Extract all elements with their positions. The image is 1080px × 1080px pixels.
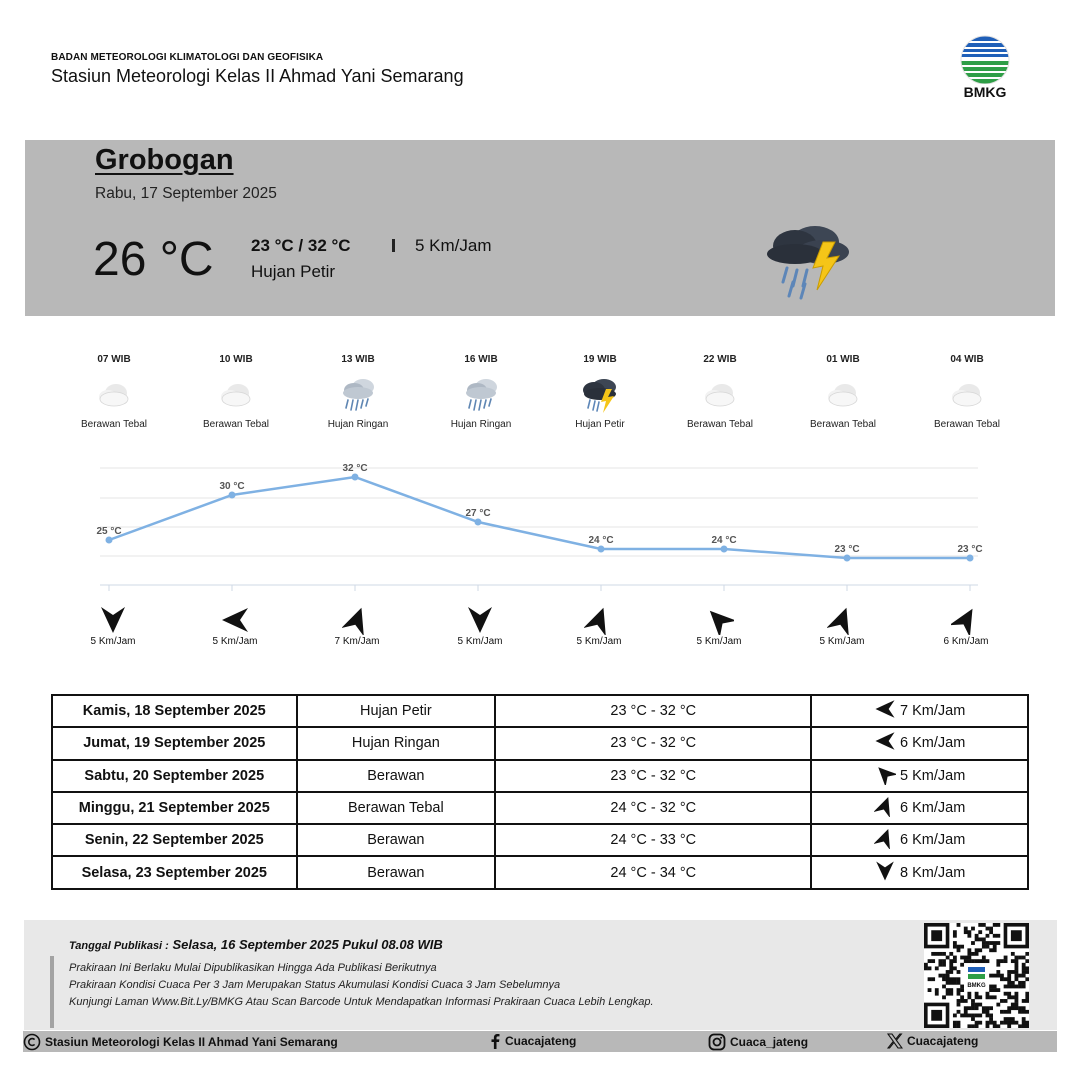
daily-temperature: 23 °C - 32 °C	[495, 727, 811, 759]
hourly-wind-item	[185, 605, 285, 647]
x-link[interactable]	[887, 1033, 978, 1049]
daily-wind	[811, 727, 1028, 759]
temperature-label: 23 °C	[957, 544, 983, 555]
temperature-label: 24 °C	[711, 535, 737, 546]
hourly-item	[783, 350, 903, 430]
qr-code-icon	[924, 923, 1029, 1028]
daily-date: Jumat, 19 September 2025	[52, 727, 297, 759]
daily-temperature: 24 °C - 34 °C	[495, 856, 811, 888]
hourly-condition: Berawan Tebal	[81, 419, 147, 430]
temperature-label: 24 °C	[588, 535, 614, 546]
temperature-point	[844, 555, 851, 562]
temperature-point	[106, 537, 113, 544]
hourly-wind-item	[430, 605, 530, 647]
wind-arrow-icon	[307, 605, 407, 635]
wind-arrow-icon	[874, 730, 896, 756]
facebook-handle: Cuacajateng	[505, 1034, 577, 1048]
hourly-condition: Hujan Ringan	[327, 419, 389, 430]
region-name: Grobogan	[95, 144, 234, 176]
daily-wind-content	[874, 860, 965, 886]
daily-date: Senin, 22 September 2025	[52, 824, 297, 856]
temperature-label: 23 °C	[834, 544, 860, 555]
hourly-time: 16 WIB	[464, 354, 498, 365]
cloud-icon	[945, 375, 989, 415]
temperature-chart	[0, 455, 1080, 595]
hourly-time: 04 WIB	[950, 354, 984, 365]
daily-date: Sabtu, 20 September 2025	[52, 760, 297, 792]
hourly-time: 13 WIB	[341, 354, 375, 365]
daily-temperature: 24 °C - 32 °C	[495, 792, 811, 824]
hourly-time: 10 WIB	[219, 354, 253, 365]
facebook-link[interactable]	[489, 1033, 576, 1049]
wind-arrow-icon	[874, 698, 896, 724]
bmkg-logo-icon	[955, 34, 1015, 84]
instagram-handle: Cuaca_jateng	[730, 1035, 809, 1049]
bmkg-logo-text: BMKG	[963, 84, 1007, 100]
qr-code[interactable]	[924, 923, 1029, 1028]
temperature-point	[475, 519, 482, 526]
hourly-time: 01 WIB	[826, 354, 860, 365]
temperature-point	[721, 546, 728, 553]
hourly-wind-speed: 5 Km/Jam	[457, 636, 503, 647]
footer-note-1: Prakiraan Ini Berlaku Mulai Dipublikasikan Hingga Ada Publikasi Berikutnya	[69, 962, 437, 974]
cloud-icon	[698, 375, 742, 415]
wind-arrow-icon	[874, 795, 896, 821]
daily-wind-speed: 6 Km/Jam	[900, 800, 966, 817]
hourly-condition: Berawan Tebal	[203, 419, 269, 430]
wind-arrow-icon	[916, 605, 1016, 635]
hourly-wind-speed: 7 Km/Jam	[334, 636, 380, 647]
temperature-range: 23 °C / 32 °C	[251, 236, 351, 255]
daily-wind-content	[874, 730, 965, 756]
temperature-label: 32 °C	[342, 463, 368, 474]
daily-wind-speed: 6 Km/Jam	[900, 735, 966, 752]
hourly-forecast	[0, 350, 1080, 450]
bmkg-logo	[955, 34, 1015, 104]
hourly-time: 22 WIB	[703, 354, 737, 365]
daily-wind	[811, 824, 1028, 856]
temperature-label: 25 °C	[96, 526, 122, 537]
social-bar	[23, 1031, 1057, 1052]
hourly-wind-item	[669, 605, 769, 647]
copyright-icon	[23, 1033, 41, 1051]
current-temperature: 26 °C	[93, 233, 214, 286]
hourly-wind-item	[63, 605, 163, 647]
hourly-wind-speed: 5 Km/Jam	[819, 636, 865, 647]
hourly-time: 07 WIB	[97, 354, 131, 365]
daily-wind-speed: 5 Km/Jam	[900, 767, 966, 784]
daily-wind-content	[874, 698, 965, 724]
wind-arrow-icon	[874, 827, 896, 853]
hourly-wind-item	[792, 605, 892, 647]
divider	[392, 239, 395, 252]
hourly-item	[54, 350, 174, 430]
x-handle: Cuacajateng	[907, 1034, 979, 1048]
x-icon	[887, 1033, 903, 1049]
daily-date: Kamis, 18 September 2025	[52, 695, 297, 727]
daily-date: Selasa, 23 September 2025	[52, 856, 297, 888]
publication-label: Tanggal Publikasi :	[69, 940, 169, 952]
current-weather-panel	[25, 140, 1055, 316]
temperature-point	[352, 474, 359, 481]
daily-forecast-table	[51, 694, 1029, 890]
temperature-point	[598, 546, 605, 553]
daily-wind-speed: 6 Km/Jam	[900, 832, 966, 849]
daily-row	[52, 695, 1028, 727]
cloud-icon	[214, 375, 258, 415]
daily-wind-content	[874, 795, 965, 821]
hourly-item	[298, 350, 418, 430]
hourly-condition: Berawan Tebal	[934, 419, 1000, 430]
footer-accent-bar	[50, 956, 54, 1028]
copyright-item	[23, 1033, 338, 1051]
wind-arrow-icon	[185, 605, 285, 635]
qr-logo-text: BMKG	[964, 983, 989, 989]
daily-temperature: 23 °C - 32 °C	[495, 695, 811, 727]
footer-panel	[24, 920, 1057, 1030]
hourly-wind	[0, 605, 1080, 655]
hourly-condition: Berawan Tebal	[810, 419, 876, 430]
hourly-wind-item	[549, 605, 649, 647]
hourly-item	[540, 350, 660, 430]
daily-wind	[811, 695, 1028, 727]
daily-wind-speed: 7 Km/Jam	[900, 703, 966, 720]
daily-condition: Berawan	[297, 824, 496, 856]
daily-date: Minggu, 21 September 2025	[52, 792, 297, 824]
facebook-icon	[489, 1033, 501, 1049]
hourly-condition: Hujan Petir	[575, 419, 625, 430]
agency-name: BADAN METEOROLOGI KLIMATOLOGI DAN GEOFISIKA	[51, 52, 324, 63]
current-condition: Hujan Petir	[251, 262, 336, 281]
rain-icon	[336, 375, 380, 415]
temperature-label: 27 °C	[465, 508, 491, 519]
wind-arrow-icon	[430, 605, 530, 635]
copyright-text: Stasiun Meteorologi Kelas II Ahmad Yani Semarang	[45, 1035, 338, 1049]
publication-value: Selasa, 16 September 2025 Pukul 08.08 WIB	[172, 937, 443, 952]
instagram-icon	[708, 1033, 726, 1051]
daily-row	[52, 856, 1028, 888]
daily-condition: Berawan	[297, 856, 496, 888]
daily-wind	[811, 760, 1028, 792]
daily-row	[52, 824, 1028, 856]
rain-icon	[459, 375, 503, 415]
wind-arrow-icon	[874, 860, 896, 886]
hourly-wind-speed: 5 Km/Jam	[696, 636, 742, 647]
current-wind: 5 Km/Jam	[415, 236, 492, 255]
daily-row	[52, 760, 1028, 792]
wind-arrow-icon	[874, 763, 896, 789]
current-date: Rabu, 17 September 2025	[95, 185, 277, 202]
hourly-item	[176, 350, 296, 430]
daily-condition: Hujan Ringan	[297, 727, 496, 759]
hourly-item	[660, 350, 780, 430]
temperature-point	[967, 555, 974, 562]
wind-arrow-icon	[792, 605, 892, 635]
hourly-wind-item	[916, 605, 1016, 647]
wind-arrow-icon	[549, 605, 649, 635]
publication-date	[69, 937, 443, 952]
daily-condition: Berawan	[297, 760, 496, 792]
footer-note-3: Kunjungi Laman Www.Bit.Ly/BMKG Atau Scan Barcode Untuk Mendapatkan Informasi Prakiraan Cuaca Lebih Lengkap.	[69, 996, 654, 1008]
daily-wind	[811, 792, 1028, 824]
thunderstorm-icon	[765, 220, 855, 300]
hourly-item	[421, 350, 541, 430]
daily-condition: Hujan Petir	[297, 695, 496, 727]
hourly-time: 19 WIB	[583, 354, 617, 365]
cloud-icon	[92, 375, 136, 415]
cloud-icon	[821, 375, 865, 415]
daily-wind-speed: 8 Km/Jam	[900, 864, 966, 881]
wind-arrow-icon	[63, 605, 163, 635]
hourly-condition: Hujan Ringan	[450, 419, 512, 430]
daily-wind-content	[874, 827, 965, 853]
hourly-wind-speed: 5 Km/Jam	[90, 636, 136, 647]
daily-temperature: 23 °C - 32 °C	[495, 760, 811, 792]
footer-note-2: Prakiraan Kondisi Cuaca Per 3 Jam Merupakan Status Akumulasi Kondisi Cuaca 3 Jam Sebelumnya	[69, 979, 561, 991]
hourly-item	[907, 350, 1027, 430]
temperature-label: 30 °C	[219, 481, 245, 492]
hourly-wind-item	[307, 605, 407, 647]
thunderstorm-icon	[578, 375, 622, 415]
daily-row	[52, 792, 1028, 824]
daily-temperature: 24 °C - 33 °C	[495, 824, 811, 856]
wind-arrow-icon	[669, 605, 769, 635]
hourly-wind-speed: 6 Km/Jam	[943, 636, 989, 647]
daily-row	[52, 727, 1028, 759]
station-name: Stasiun Meteorologi Kelas II Ahmad Yani Semarang	[51, 66, 464, 86]
daily-wind	[811, 856, 1028, 888]
daily-wind-content	[874, 763, 965, 789]
temperature-point	[229, 492, 236, 499]
instagram-link[interactable]	[708, 1033, 808, 1051]
daily-condition: Berawan Tebal	[297, 792, 496, 824]
hourly-condition: Berawan Tebal	[687, 419, 753, 430]
hourly-wind-speed: 5 Km/Jam	[576, 636, 622, 647]
hourly-wind-speed: 5 Km/Jam	[212, 636, 258, 647]
